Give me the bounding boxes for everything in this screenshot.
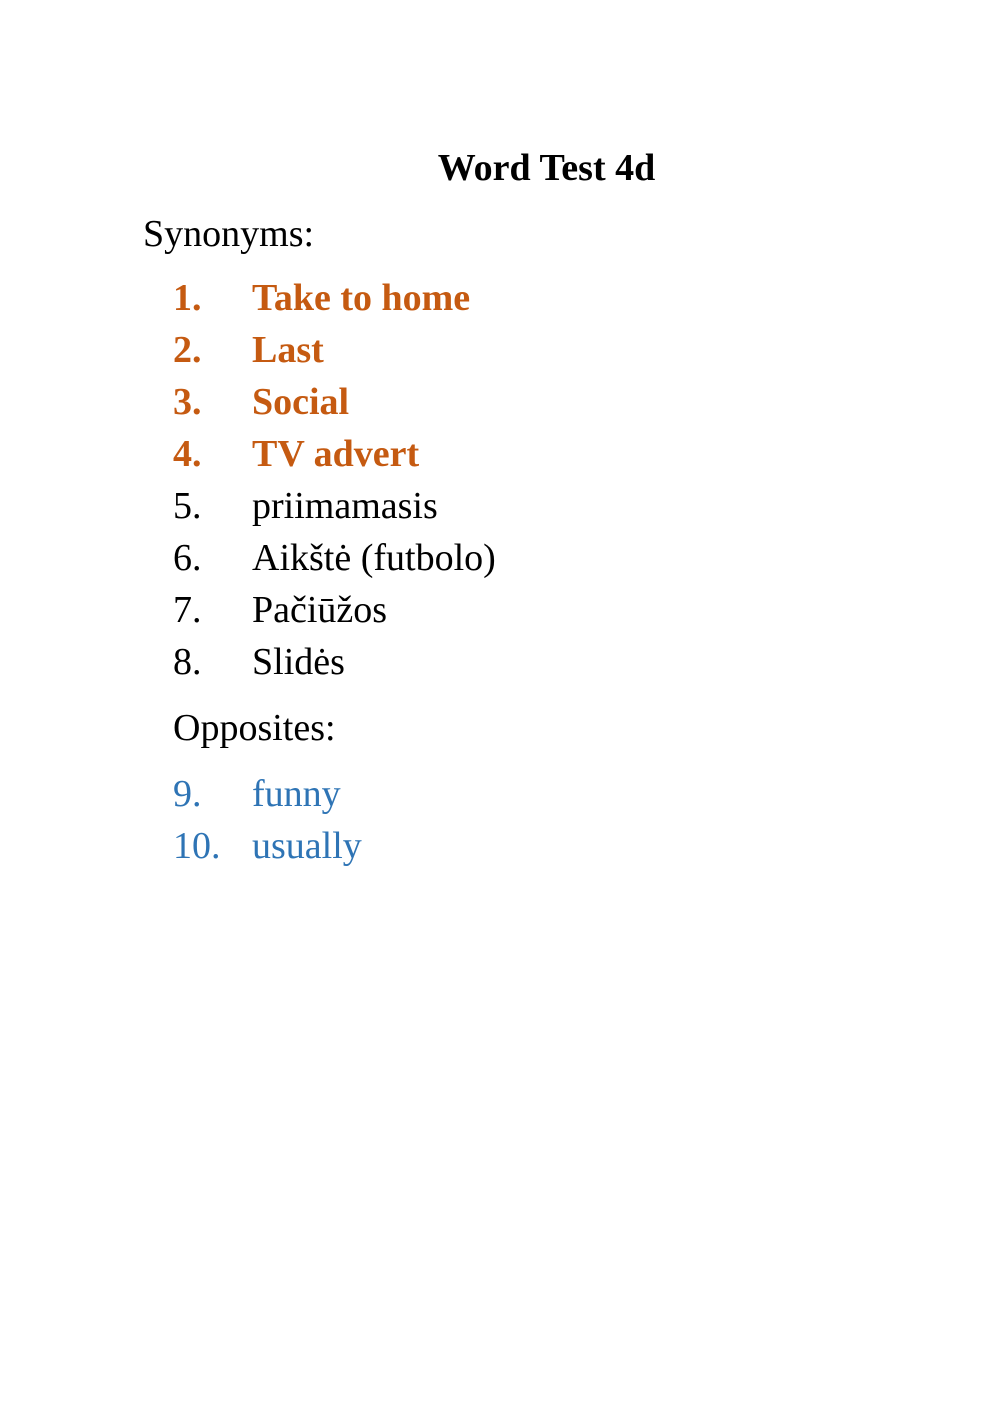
item-word: TV advert (252, 433, 420, 475)
item-word: Social (252, 381, 350, 423)
item-number: 2. (173, 329, 202, 371)
item-word: usually (252, 825, 362, 867)
opposites-heading: Opposites: (173, 707, 336, 749)
item-word: Aikštė (futbolo) (252, 537, 496, 579)
item-number: 9. (173, 773, 202, 815)
item-number: 3. (173, 381, 202, 423)
item-number: 5. (173, 485, 202, 527)
item-word: funny (252, 773, 341, 815)
item-word: priimamasis (252, 485, 438, 527)
item-number: 4. (173, 433, 202, 475)
item-word: Take to home (252, 277, 471, 319)
item-word: Last (252, 329, 324, 371)
item-number: 6. (173, 537, 202, 579)
page-title: Word Test 4d (437, 147, 656, 189)
item-number: 10. (173, 825, 221, 867)
item-word: Pačiūžos (252, 589, 388, 631)
synonyms-heading: Synonyms: (143, 213, 315, 255)
item-number: 7. (173, 589, 202, 631)
item-number: 1. (173, 277, 202, 319)
item-number: 8. (173, 641, 202, 683)
item-word: Slidės (252, 641, 345, 683)
